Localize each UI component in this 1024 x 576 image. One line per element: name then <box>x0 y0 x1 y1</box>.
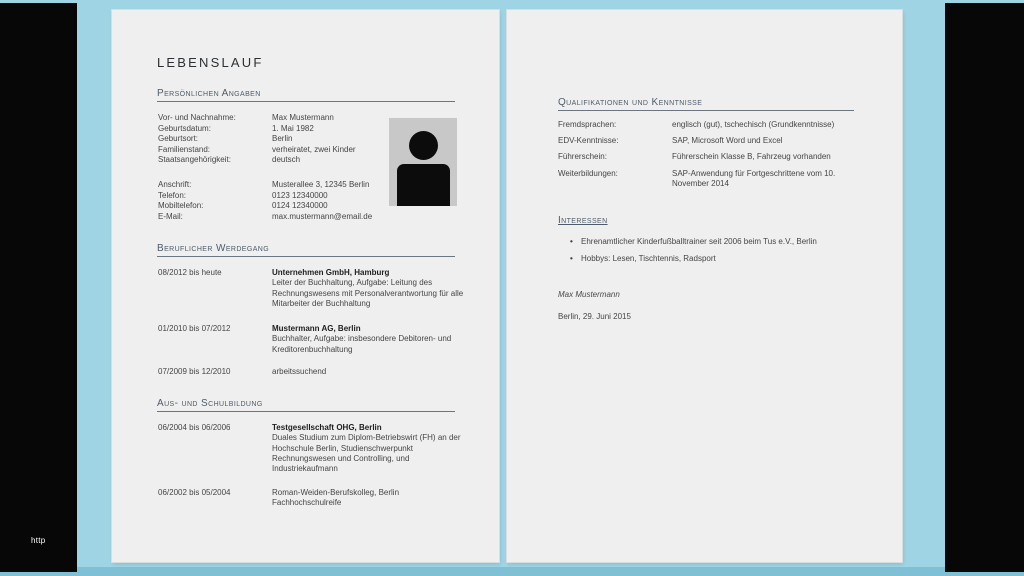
info-row <box>158 212 483 223</box>
entry-text: Leiter der Buchhaltung, Aufgabe: Leitung des Rechnungswesens mit Personalverantwortung für alle Mitarbeiter der Buchhaltung <box>272 278 464 308</box>
info-label: Geburtsdatum: <box>158 123 211 133</box>
person-silhouette-body <box>397 164 450 206</box>
entry-description <box>272 367 469 377</box>
info-label: Fremdsprachen: <box>558 120 617 129</box>
entry-organization: Testgesellschaft OHG, Berlin <box>272 423 382 432</box>
info-label: Vor- und Nachnahme: <box>158 113 236 122</box>
list-item <box>570 254 860 264</box>
resume-page-1 <box>112 10 499 562</box>
url-fragment-text: http <box>31 536 46 545</box>
person-silhouette-icon <box>409 131 438 160</box>
info-label: EDV-Kenntnisse: <box>558 136 619 146</box>
entry-organization: Mustermann AG, Berlin <box>272 324 361 333</box>
photo-placeholder <box>389 118 457 206</box>
entry-date: 06/2002 bis 05/2004 <box>158 488 231 497</box>
section-heading-qualifications-label: Qualifikationen und Kenntnisse <box>558 97 703 108</box>
entry-organization: Unternehmen GmbH, Hamburg <box>272 268 390 277</box>
info-value: Berlin <box>272 134 293 144</box>
page-title: LEBENSLAUF <box>157 55 264 70</box>
info-value: SAP, Microsoft Word und Excel <box>672 136 783 146</box>
bullet-icon: • <box>570 254 573 264</box>
info-row <box>558 136 868 147</box>
entry-text: Roman-Weiden-Berufskolleg, Berlin <box>272 488 400 497</box>
entry-text: arbeitssuchend <box>272 367 327 376</box>
section-heading-career-label: Beruflicher Werdegang <box>157 243 270 254</box>
education-entry <box>158 488 469 509</box>
info-value: Max Mustermann <box>272 113 334 122</box>
entry-description <box>272 324 469 355</box>
entry-date: 07/2009 bis 12/2010 <box>158 367 231 376</box>
info-row <box>558 120 868 131</box>
experience-entry <box>158 324 469 355</box>
entry-description <box>272 488 469 509</box>
section-heading-personal <box>157 88 455 102</box>
entry-text: Fachhochschulreife <box>272 498 342 508</box>
info-value: Führerschein Klasse B, Fahrzeug vorhanden <box>672 152 831 162</box>
info-value: SAP-Anwendung für Fortgeschrittene vom 10. November 2014 <box>672 168 836 189</box>
info-label: E-Mail: <box>158 211 183 221</box>
section-heading-education <box>157 398 455 412</box>
qualifications-block <box>558 120 868 195</box>
info-value: 0123 12340000 <box>272 190 328 200</box>
experience-entry <box>158 268 469 309</box>
entry-text: Duales Studium zum Diplom-Betriebswirt (FH) an der Hochschule Berlin, Studienschwerpunkt Rechnungswesen und Controlling, und Industriekaufmann <box>272 433 461 474</box>
info-value: 1. Mai 1982 <box>272 123 314 133</box>
entry-date: 01/2010 bis 07/2012 <box>158 324 231 333</box>
entry-date: 08/2012 bis heute <box>158 268 222 277</box>
section-heading-career <box>157 243 455 257</box>
info-value: verheiratet, zwei Kinder <box>272 144 356 154</box>
entry-description <box>272 423 469 474</box>
list-item-text: Hobbys: Lesen, Tischtennis, Radsport <box>581 254 716 264</box>
resume-page-2 <box>507 10 902 562</box>
section-heading-personal-label: Persönlichen Angaben <box>157 88 261 99</box>
experience-entry <box>158 367 469 377</box>
info-row <box>558 152 868 163</box>
section-heading-qualifications <box>558 97 854 111</box>
signature-place-date: Berlin, 29. Juni 2015 <box>558 312 631 321</box>
info-label: Staatsangehörigkeit: <box>158 155 231 165</box>
info-value: 0124 12340000 <box>272 201 328 211</box>
info-label: Führerschein: <box>558 152 607 162</box>
signature-name: Max Mustermann <box>558 290 620 299</box>
entry-description <box>272 268 469 309</box>
bottom-blue-strip <box>0 567 1024 576</box>
info-value: max.mustermann@email.de <box>272 211 373 221</box>
info-value: englisch (gut), tschechisch (Grundkenntnisse) <box>672 120 835 129</box>
section-heading-interests <box>558 215 608 228</box>
info-value: Musterallee 3, 12345 Berlin <box>272 180 370 189</box>
info-label: Familienstand: <box>158 144 211 154</box>
entry-date: 06/2004 bis 06/2006 <box>158 423 231 432</box>
education-entry <box>158 423 469 474</box>
list-item-text: Ehrenamtlicher Kinderfußballtrainer seit 2006 beim Tus e.V., Berlin <box>581 237 817 246</box>
info-row <box>558 169 868 190</box>
info-label: Geburtsort: <box>158 134 199 144</box>
info-label: Telefon: <box>158 190 187 200</box>
info-label: Mobiltelefon: <box>158 201 204 211</box>
right-black-bar <box>945 3 1024 572</box>
info-label: Anschrift: <box>158 180 192 189</box>
info-value: deutsch <box>272 155 301 165</box>
left-black-bar <box>0 3 77 572</box>
entry-text: Buchhalter, Aufgabe: insbesondere Debitoren- und Kreditorenbuchhaltung <box>272 334 452 354</box>
section-heading-interests-label: Interessen <box>558 215 608 226</box>
interests-list <box>570 237 860 272</box>
bullet-icon: • <box>570 237 573 246</box>
section-heading-education-label: Aus- und Schulbildung <box>157 398 263 409</box>
list-item <box>570 237 860 247</box>
info-label: Weiterbildungen: <box>558 168 618 178</box>
